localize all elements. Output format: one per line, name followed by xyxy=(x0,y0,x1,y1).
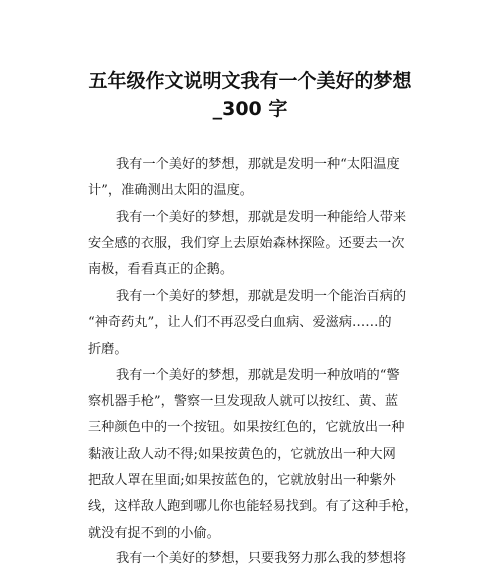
body-line: 我有一个美好的梦想，那就是发明一种“太阳温度 xyxy=(116,157,400,172)
body-line: 察机器手枪”，警察一旦发现敌人就可以按红、黄、蓝 xyxy=(88,394,399,409)
body-line: “神奇药丸”，让人们不再忍受白血病、爱滋病……的 xyxy=(88,315,392,330)
body-line: 黏液让敌人动不得;如果按黄色的，它就放出一种大网 xyxy=(88,447,396,462)
body-line: 南极，看看真正的企鹅。 xyxy=(88,262,234,277)
body-line: 我有一个美好的梦想，只要我努力那么我的梦想将 xyxy=(116,551,407,566)
body-line: 线，这样敌人跑到哪儿你也能轻易找到。有了这种手枪， xyxy=(88,499,418,514)
body-line: 安全感的衣服，我们穿上去原始森林探险。还要去一次 xyxy=(88,236,405,251)
body-line: 三种颜色中的一个按钮。如果按红色的，它就放出一种 xyxy=(88,420,405,435)
body-line: 计”，准确测出太阳的温度。 xyxy=(88,183,253,198)
body-line: 把敌人罩在里面;如果按蓝色的，它就放射出一种紫外 xyxy=(88,473,396,488)
document-title-line-1: 五年级作文说明文我有一个美好的梦想 xyxy=(88,70,412,92)
body-line: 就没有捉不到的小偷。 xyxy=(88,526,220,541)
body-line: 我有一个美好的梦想，那就是发明一种放哨的“警 xyxy=(116,368,400,383)
body-line: 我有一个美好的梦想，那就是发明一种能给人带来 xyxy=(116,210,407,225)
document-title-line-2: _300 字 xyxy=(212,98,288,120)
body-line: 折磨。 xyxy=(88,342,128,357)
body-line: 我有一个美好的梦想，那就是发明一个能治百病的 xyxy=(116,289,407,304)
